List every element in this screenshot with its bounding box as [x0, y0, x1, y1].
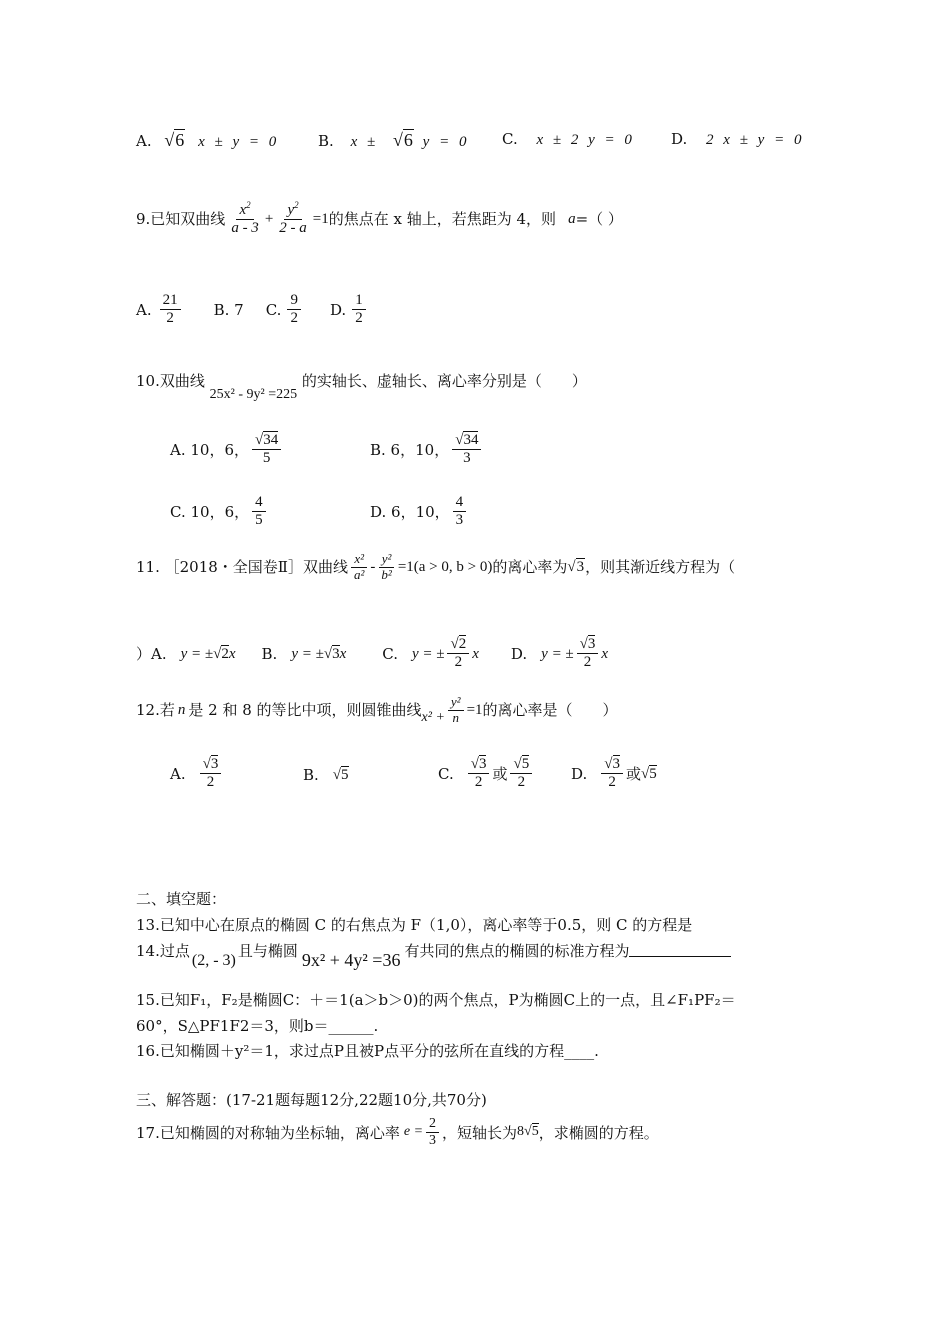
stem-text: 且与椭圆	[237, 941, 298, 960]
option-label: C.	[438, 764, 454, 783]
option-label: ）A.	[136, 644, 167, 663]
option-label: D.	[510, 644, 528, 663]
sqrt: √6	[164, 130, 185, 150]
option-label: B. 7	[213, 300, 244, 319]
fraction	[287, 292, 301, 328]
stem-text: 17.已知椭圆的对称轴为坐标轴，离心率	[136, 1123, 400, 1142]
answer-blank[interactable]	[629, 944, 731, 957]
q8-option-a	[136, 130, 279, 152]
stem-text: 14.过点	[136, 941, 190, 960]
denominator: 2	[608, 774, 616, 791]
operator: -	[370, 559, 376, 576]
q10-option-d	[370, 494, 469, 530]
q12-option-c	[438, 756, 535, 792]
denominator: 3	[455, 512, 464, 529]
denominator: 5	[255, 512, 263, 529]
fraction	[200, 756, 222, 792]
value: 8	[517, 1124, 525, 1140]
stem-text: ，则其渐近线方程为（	[585, 558, 736, 577]
fraction	[252, 432, 281, 468]
denominator: 2	[517, 774, 526, 791]
equals: =1	[312, 210, 329, 227]
numerator: y²	[448, 695, 464, 711]
q8-option-b	[318, 130, 469, 152]
q12-option-b	[303, 766, 349, 784]
denominator: 2	[454, 654, 463, 671]
numerator: 2	[426, 1116, 439, 1133]
numerator: 4	[252, 494, 266, 512]
option-label: A.	[136, 132, 152, 150]
option-label: B.	[318, 132, 334, 150]
q15-line1: 15.已知F₁，F₂是椭圆C：＋＝1(a＞b＞0)的两个焦点，P为椭圆C上的一点，且∠F₁PF₂＝	[136, 991, 736, 1009]
radicand: 6	[175, 130, 185, 150]
numerator: 1	[352, 292, 366, 310]
fraction	[160, 292, 181, 328]
numerator: √34	[252, 432, 281, 450]
equation: 9x² + 4y² =36	[301, 950, 401, 970]
fraction	[453, 494, 467, 530]
numerator: √3	[468, 756, 490, 774]
numerator: 21	[160, 292, 181, 310]
numerator: √3	[200, 756, 222, 774]
expr: y = ±	[291, 645, 324, 662]
stem-text: ，短轴长为	[442, 1123, 518, 1142]
variable: n	[177, 702, 186, 719]
stem-text: ，求椭圆的方程。	[538, 1123, 659, 1142]
q17-text	[136, 1116, 659, 1149]
section-heading-fill-in: 二、填空题：	[136, 890, 227, 908]
option-label: D. 6，10，	[370, 502, 450, 521]
condition: =1(a > 0, b > 0)	[397, 559, 493, 576]
q12-option-d	[571, 756, 657, 792]
point: (2, - 3)	[191, 952, 236, 970]
expr: y = ±	[180, 645, 214, 662]
option-label: B.	[303, 766, 319, 784]
option-label: C.	[502, 130, 518, 148]
numerator: √3	[601, 756, 623, 774]
option-label: D.	[671, 130, 688, 148]
stem-text: 12.若	[136, 701, 175, 720]
expr: x ± 2 y = 0	[536, 132, 635, 148]
option-label: B.	[261, 644, 278, 663]
stem-text: 的离心率是（ ）	[482, 701, 618, 720]
numerator: 4	[453, 494, 467, 512]
option-label: B. 6，10，	[370, 440, 450, 459]
operator: +	[264, 210, 274, 227]
q10-option-a	[170, 432, 284, 468]
sqrt: √5	[332, 767, 349, 783]
fraction	[351, 552, 367, 583]
q8-option-d	[671, 130, 804, 149]
q11-stem	[136, 552, 735, 583]
stem-text: 的焦点在 x 轴上，若焦距为 4，则	[328, 209, 557, 228]
option-label: A.	[170, 764, 186, 783]
denominator: a - 3	[231, 220, 259, 237]
stem-text: 有共同的焦点的椭圆的标准方程为	[404, 941, 630, 960]
sqrt: √6	[393, 130, 413, 150]
stem-text: 9.已知双曲线	[136, 209, 226, 228]
or-text: 或	[626, 764, 642, 783]
denominator: a²	[354, 566, 365, 582]
denominator: 2	[583, 654, 592, 671]
variable: x	[472, 645, 479, 662]
denominator: b²	[381, 566, 392, 582]
equals: =1	[466, 702, 483, 719]
fraction	[468, 756, 490, 792]
option-label: D.	[571, 764, 588, 783]
or-text: 或	[492, 764, 508, 783]
numerator: $y^2$	[284, 200, 301, 220]
denominator: 3	[463, 450, 471, 467]
q10-stem	[136, 372, 587, 402]
sqrt: √3	[323, 645, 340, 662]
radicand: 6	[403, 130, 413, 150]
option-label: D.	[329, 300, 347, 319]
q12-stem	[136, 695, 618, 726]
denominator: 2	[355, 310, 363, 327]
q9-stem	[136, 200, 623, 238]
denominator: n	[452, 709, 459, 725]
q16-text: 16.已知椭圆＋y²＝1，求过点P且被P点平分的弦所在直线的方程____.	[136, 1042, 599, 1060]
expr: y = 0	[422, 134, 470, 150]
numerator: 9	[287, 292, 301, 310]
expr: x ± y = 0	[198, 134, 280, 150]
q14-text	[136, 940, 731, 970]
numerator: √34	[452, 432, 481, 450]
q10-option-b	[370, 432, 484, 468]
radicand: 3	[576, 559, 585, 576]
section-heading-solutions: 三、解答题：(17-21题每题12分,22题10分,共70分)	[136, 1091, 487, 1109]
numerator: x²	[351, 552, 367, 568]
denominator: 2	[290, 310, 298, 327]
stem-text: 的实轴长、虚轴长、离心率分别是（ ）	[301, 372, 587, 390]
fraction	[426, 1116, 439, 1149]
fraction	[510, 756, 532, 792]
q10-option-c	[170, 494, 269, 530]
expr: 2 x ± y = 0	[706, 132, 805, 148]
fraction	[352, 292, 366, 328]
q8-option-c	[502, 130, 635, 149]
numerator: $x^2$	[236, 200, 253, 220]
stem-text: 11. ［2018・全国卷Ⅱ］双曲线	[136, 558, 348, 577]
q9-options	[136, 292, 369, 328]
q11-options	[136, 636, 608, 672]
numerator: √2	[447, 636, 469, 654]
stem-text: 是 2 和 8 的等比中项，则圆锥曲线	[188, 701, 422, 720]
q15-line2: 60°，S△PF1F2＝3，则b＝______.	[136, 1017, 379, 1035]
sqrt: √3	[567, 559, 585, 576]
option-label: C.	[382, 644, 398, 663]
variable: x	[339, 645, 347, 662]
expr: x² +	[421, 710, 445, 726]
denominator: 2	[166, 310, 174, 327]
fraction	[577, 636, 599, 672]
fraction	[378, 552, 394, 583]
denominator: 3	[429, 1133, 437, 1149]
variable: e =	[403, 1124, 424, 1140]
option-label: C. 10，6，	[170, 502, 250, 521]
fraction	[228, 200, 262, 238]
option-label: C.	[265, 300, 282, 319]
sqrt: √5	[524, 1124, 539, 1140]
stem-text: 的离心率为	[492, 558, 568, 577]
sqrt: √2	[213, 645, 229, 662]
fraction	[447, 636, 469, 672]
denominator: 2 - a	[279, 220, 307, 237]
q13-text: 13.已知中心在原点的椭圆 C 的右焦点为 F（1,0），离心率等于0.5，则 C 的方程是	[136, 916, 693, 934]
variable: a	[568, 210, 576, 227]
q12-option-a	[170, 756, 224, 792]
expr: y = ±	[411, 645, 445, 662]
denominator: 2	[206, 774, 215, 791]
option-label: A. 10，6，	[170, 440, 249, 459]
numerator: √5	[510, 756, 532, 774]
stem-text: 10.双曲线	[136, 372, 205, 390]
equation: 25x² - 9y² =225	[209, 387, 298, 402]
answer-bracket: =（ ）	[575, 209, 623, 228]
variable: x	[601, 645, 609, 662]
option-label: A.	[136, 300, 152, 319]
expr: x ±	[350, 134, 379, 150]
denominator: 5	[262, 450, 271, 467]
fraction	[448, 695, 464, 726]
variable: x	[228, 645, 236, 662]
numerator: √3	[577, 636, 599, 654]
fraction	[276, 200, 310, 238]
fraction	[601, 756, 623, 792]
sqrt: √5	[641, 765, 657, 782]
fraction	[452, 432, 481, 468]
denominator: 2	[474, 774, 483, 791]
numerator: y²	[379, 552, 395, 568]
fraction	[252, 494, 266, 530]
expr: y = ±	[541, 645, 574, 662]
